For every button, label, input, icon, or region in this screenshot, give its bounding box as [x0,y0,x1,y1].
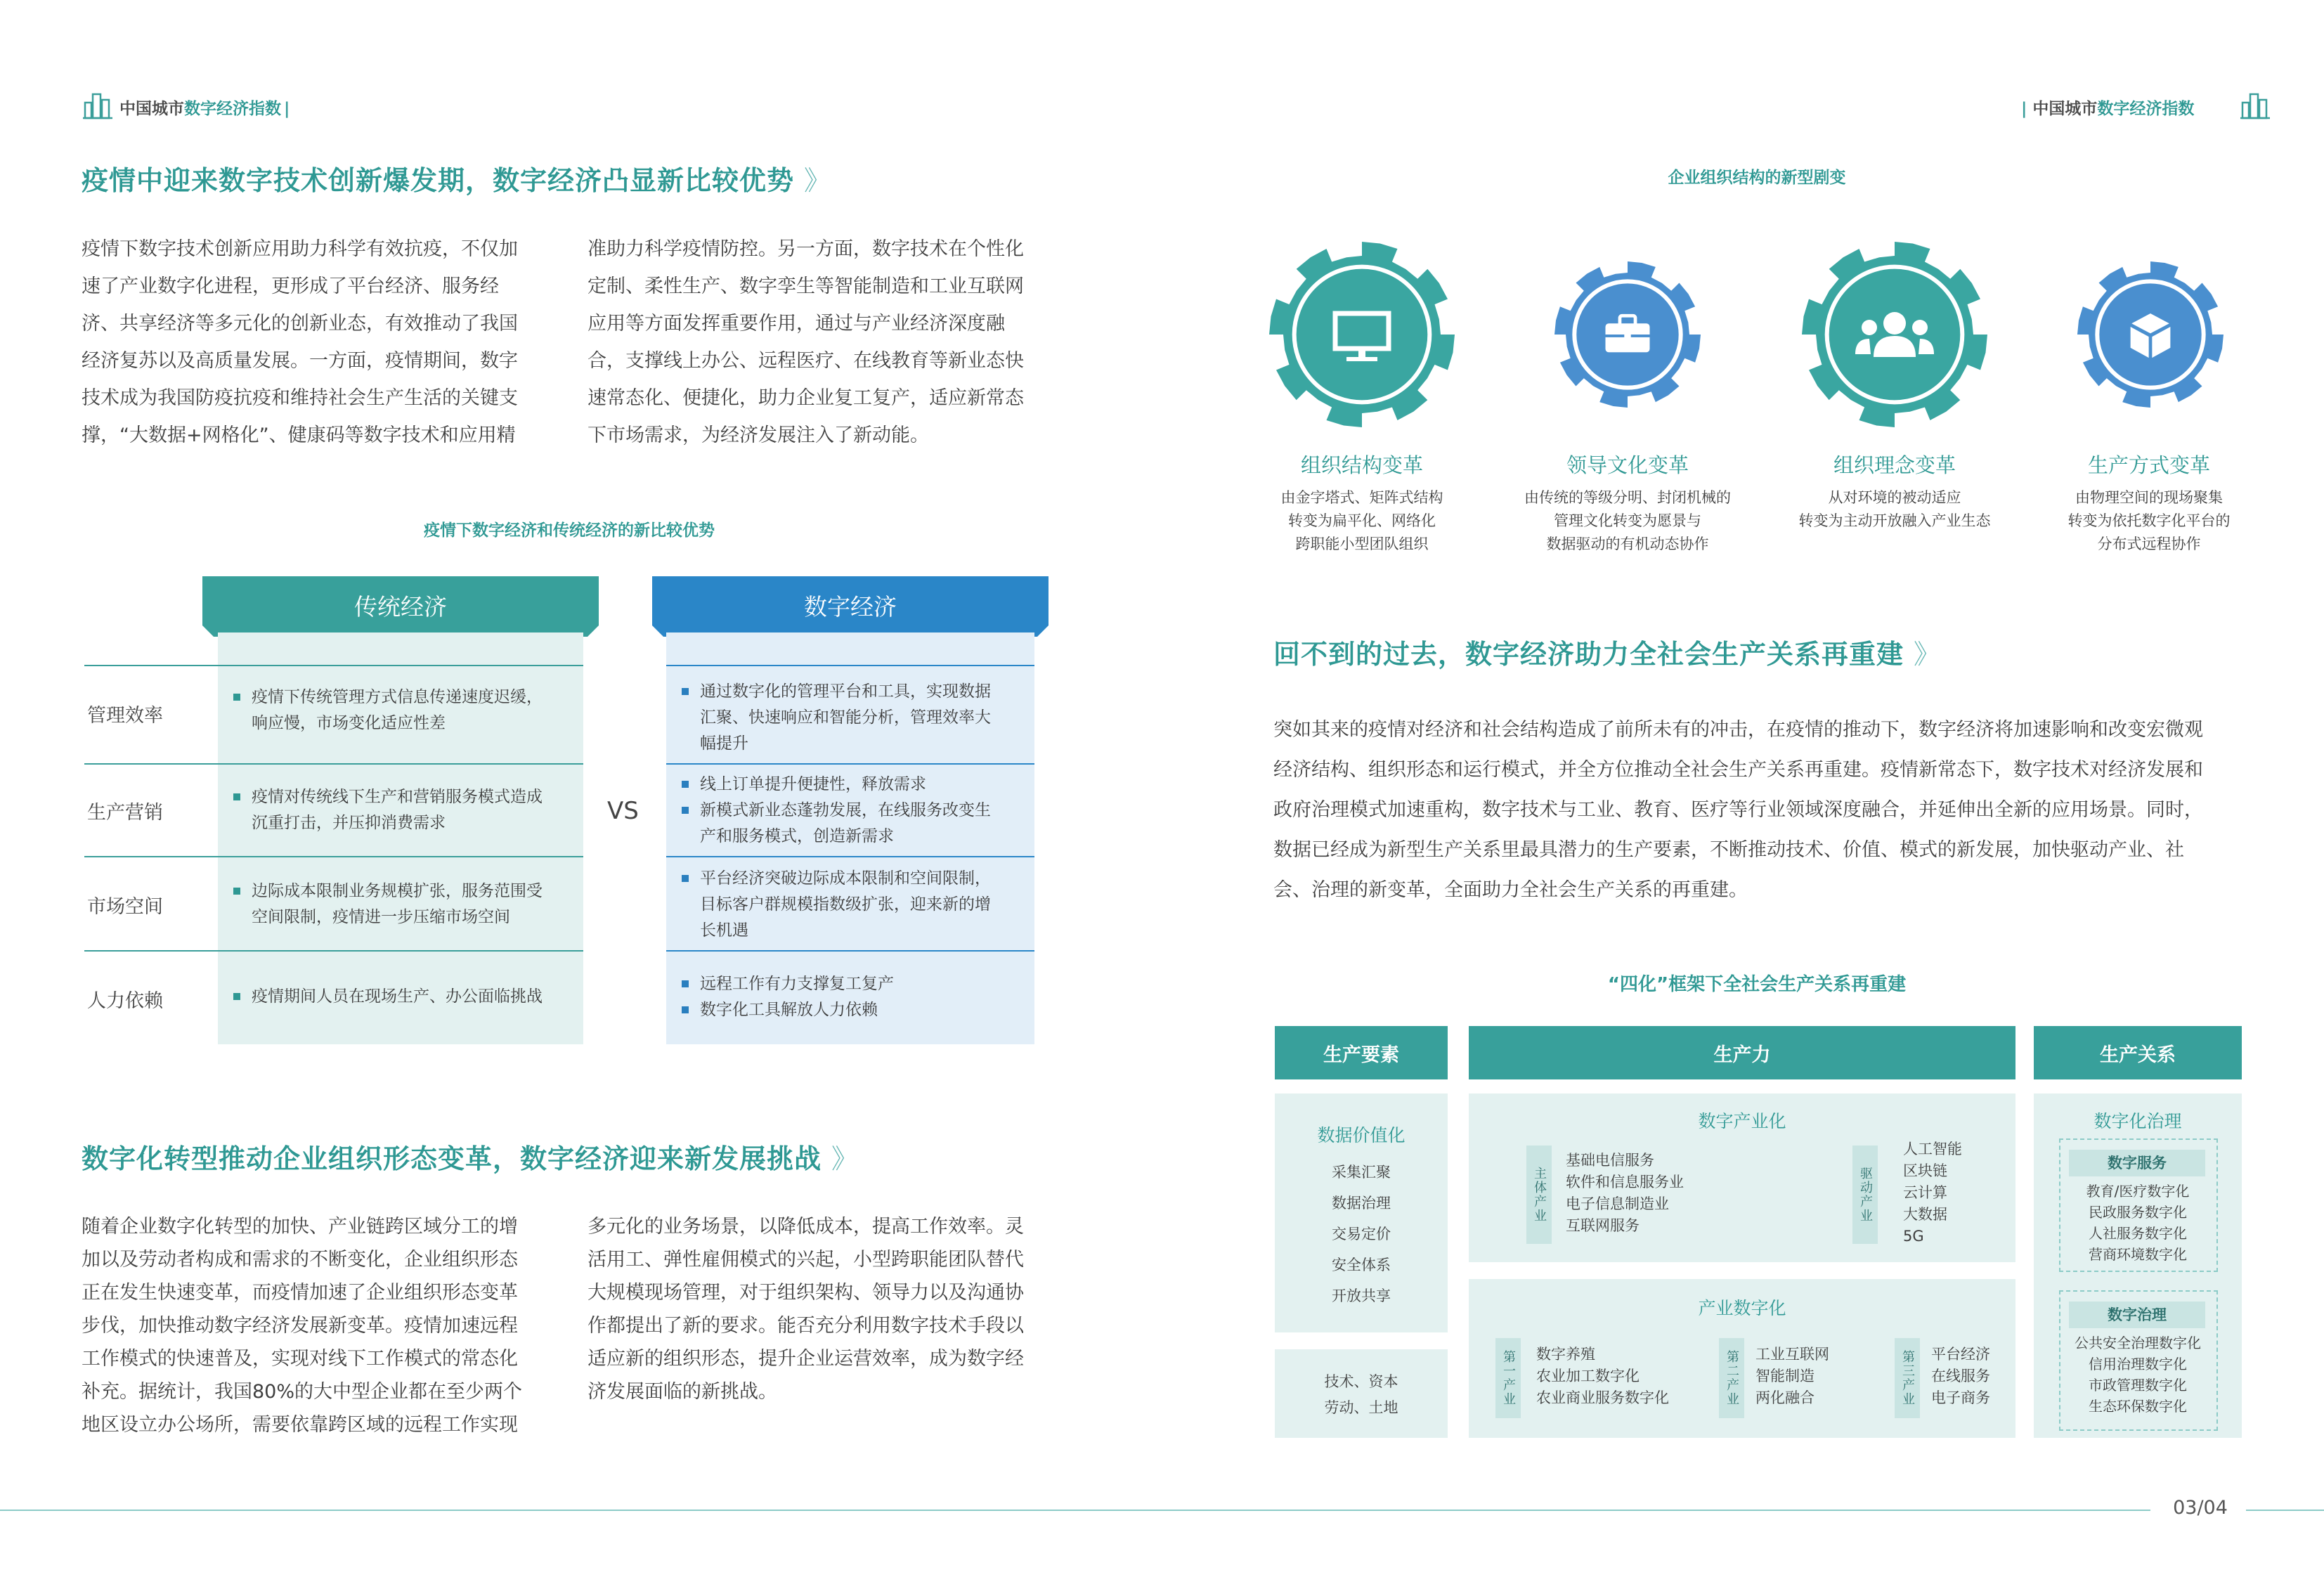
gear-shape [1269,242,1455,427]
footer-line [0,1510,2150,1511]
section2-col2: 多元化的业务场景，以降低成本，提高工作效率。灵 活用工、弹性雇佣模式的兴起，小型跨职能团队替代 大规模现场管理，对于组织架构、领导力以及沟通协 作都提出了新的要求。能否充分利用数字技术手段以 适应新的组织形态，提升企业运营效率，成为数字经 济发展面临的新挑战。 [588,1216,1024,1403]
tertiary-industry-list: 平台经济 在线服务 电子商务 [1931,1346,1990,1406]
forces-header: 生产力 [1469,1026,2015,1079]
row-divider [666,856,1034,857]
comparison-title: 疫情下数字经济和传统经济的新比较优势 [424,521,715,540]
row-label: 管理效率 [87,705,163,727]
row-divider [84,856,583,857]
header-right-highlight: 数字经济指数 [2097,100,2195,118]
row-divider [84,950,583,952]
city-logo-icon [2240,90,2270,119]
section3-title: 回不到的过去，数字经济助力全社会生产关系再重建 》 [1273,639,1942,670]
digital-cell: 平台经济突破边际成本限制和空间限制， 目标客户群规模指数级扩张，迎来新的增 长机遇 [682,866,991,944]
digital-header: 数字经济 [652,576,1049,637]
digital-cell: 通过数字化的管理平台和工具，实现数据 汇聚、快速响应和智能分析，管理效率大 幅提升 [682,679,991,757]
traditional-cell: 疫情下传统管理方式信息传递速度迟缓， 响应慢，市场变化适应性差 [233,684,543,736]
gear-title: 组织理念变革 [1833,453,1956,477]
row-label: 人力依赖 [87,990,163,1012]
digital-service-head: 数字服务 [2069,1150,2205,1176]
gear-desc: 由金字塔式、矩阵式结构 转变为扁平化、网络化 跨职能小型团队组织 [1280,489,1443,552]
row-divider [84,665,583,666]
elements-list: 采集汇聚 数据治理 交易定价 安全体系 开放共享 [1332,1164,1391,1304]
section1-col1: 疫情下数字技术创新应用助力科学有效抗疫，不仅加 速了产业数字化进程，更形成了平台经济、服务经 济、共享经济等多元化的创新业态，有效推动了我国 经济复苏以及高质量发展。一方面，疫情期间，数字 技术成为我国防疫抗疫和维持社会生产生活的关键支 撑，“大数据+网格化”、健康码等数字技术和应用精 [82,238,518,446]
drive-industry-list: 人工智能 区块链 云计算 大数据 5G [1903,1141,1962,1245]
tertiary-industry-tag: 第三产业 [1895,1338,1920,1418]
gear-desc: 由物理空间的现场聚集 转变为依托数字化平台的 分布式远程协作 [2067,489,2231,552]
section2-col1: 随着企业数字化转型的加快、产业链跨区域分工的增 加以及劳动者构成和需求的不断变化，企业组织形态 正在发生快速变革，而疫情加速了企业组织形态变革 步伐，加快推动数字经济发展新变革。疫情加速远程 工作模式的快速普及，实现对线下工作模式的常态化 补充。据统计，我国80%的大中型企业都在至少两个 地区设立办公场所，需要依靠跨区域的远程工作实现 [82,1216,523,1436]
row-divider [666,950,1034,952]
gear-title: 领导文化变革 [1566,453,1689,477]
gear-row [1258,232,2242,443]
header-left-highlight: 数字经济指数 [184,100,281,118]
relations-subtitle: 数字化治理 [2093,1111,2182,1131]
industrialization-title: 数字产业化 [1698,1111,1786,1131]
section3-body: 突如其来的疫情对经济和社会结构造成了前所未有的冲击，在疫情的推动下，数字经济将加速影响和改变宏微观 经济结构、组织形态和运行模式，并全方位推动全社会生产关系再重建。疫情新常态下，数字技术对经济发展和 政府治理模式加速重构，数字技术与工业、教育、医疗等行业领域深度融合，并延伸出全新的应用场景。同时， 数据已经成为新型生产关系里最具潜力的生产要素，不断推动技术、价值、模式的新发展，加快驱动产业、社 会、治理的新变革，全面助力全社会生产关系的再重建。 [1273,719,2203,901]
traditional-cell: 疫情期间人员在现场生产、办公面临挑战 [233,984,543,1010]
framework-title: “四化”框架下全社会生产关系再重建 [1607,974,1907,995]
digital-cell: 远程工作有力支撑复工复产 数字化工具解放人力依赖 [682,971,894,1023]
gear-desc: 由传统的等级分明、封闭机械的 管理文化转变为愿景与 数据驱动的有机动态协作 [1524,489,1731,552]
footer-line [2246,1510,2324,1511]
section1-title: 疫情中迎来数字技术创新爆发期，数字经济凸显新比较优势 》 [82,165,832,196]
digital-service-list: 教育/医疗数字化 民政服务数字化 人社服务数字化 营商环境数字化 [2086,1183,2190,1263]
gear-desc: 从对环境的被动适应 转变为主动开放融入产业生态 [1798,489,1991,529]
vs-label: VS [607,797,639,825]
row-divider [84,763,583,765]
elements-bottom: 技术、资本 劳动、土地 [1324,1373,1398,1416]
row-divider [666,665,1034,666]
primary-industry-tag: 第一产业 [1495,1338,1521,1418]
section1-col2: 准助力科学疫情防控。另一方面，数字技术在个性化 定制、柔性生产、数字孪生等智能制造和工业互联网 应用等方面发挥重要作用，通过与产业经济深度融 合，支撑线上办公、远程医疗、在线教育等新业态快 速常态化、便捷化，助力企业复工复产，适应新常态 下市场需求，为经济发展注入了新动能。 [588,238,1024,446]
gear-title: 生产方式变革 [2087,453,2210,477]
digital-governance-head: 数字治理 [2069,1302,2205,1328]
row-label: 生产营销 [87,802,163,824]
relations-header: 生产关系 [2034,1026,2242,1079]
drive-industry-tag: 驱动产业 [1852,1146,1878,1244]
secondary-industry-list: 工业互联网 智能制造 两化融合 [1755,1346,1829,1406]
main-industry-list: 基础电信服务 软件和信息服务业 电子信息制造业 互联网服务 [1566,1152,1684,1234]
city-logo-icon [83,90,112,119]
gears-title: 企业组织结构的新型剧变 [1668,169,1846,187]
header-left-prefix: 中国城市 [119,100,184,118]
digital-cell: 线上订单提升便捷性，释放需求 新模式新业态蓬勃发展，在线服务改变生 产和服务模式，创造新需求 [682,772,991,850]
section2-title: 数字化转型推动企业组织形态变革，数字经济迎来新发展挑战 》 [82,1143,859,1174]
digital-governance-list: 公共安全治理数字化 信用治理数字化 市政管理数字化 生态环保数字化 [2075,1335,2201,1415]
page-number: 03/04 [2173,1497,2228,1519]
traditional-cell: 边际成本限制业务规模扩张，服务范围受 空间限制，疫情进一步压缩市场空间 [233,878,543,930]
header-right-prefix: 中国城市 [2032,100,2098,118]
header-right: | 中国城市数字经济指数 [2021,90,2243,119]
elements-subtitle: 数据价值化 [1317,1125,1406,1146]
traditional-header: 传统经济 [202,576,599,637]
primary-industry-list: 数字养殖 农业加工数字化 农业商业服务数字化 [1536,1346,1669,1406]
row-label: 市场空间 [87,896,163,918]
main-industry-tag: 主体产业 [1526,1146,1552,1244]
elements-header: 生产要素 [1275,1026,1448,1079]
gear-title: 组织结构变革 [1300,453,1423,477]
row-divider [666,763,1034,765]
traditional-cell: 疫情对传统线下生产和营销服务模式造成 沉重打击，并压抑消费需求 [233,784,543,836]
digitalization-title: 产业数字化 [1698,1298,1786,1318]
secondary-industry-tag: 第二产业 [1719,1338,1744,1418]
